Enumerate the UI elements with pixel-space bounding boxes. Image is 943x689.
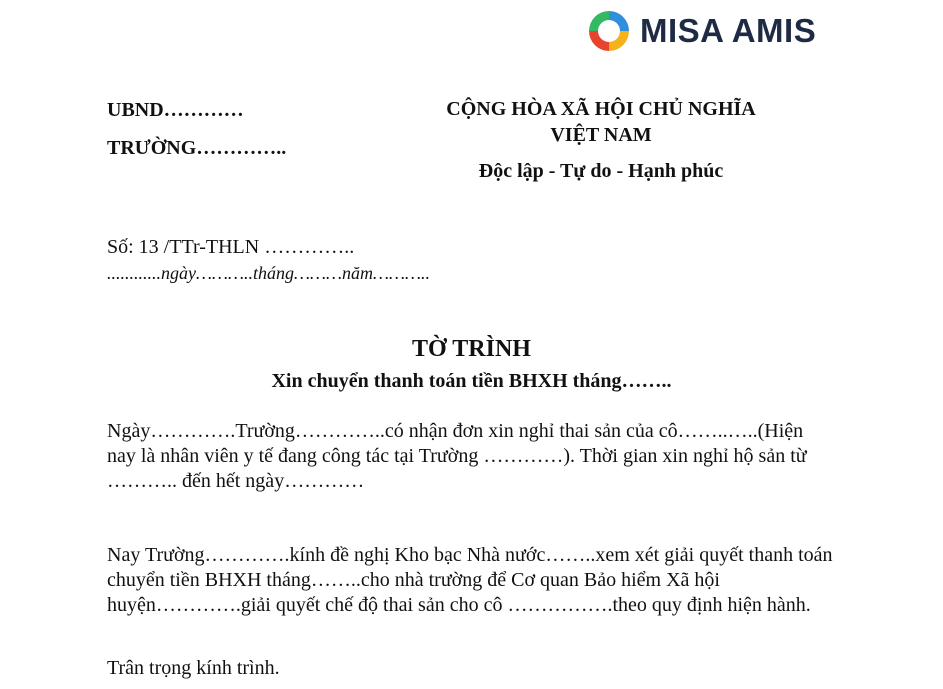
document-date: ............ngày………..tháng………năm……….. bbox=[107, 263, 431, 283]
document-title: TỜ TRÌNH bbox=[412, 336, 531, 362]
misa-logo-icon bbox=[586, 8, 632, 54]
national-motto: Độc lập - Tự do - Hạnh phúc bbox=[478, 160, 724, 182]
paragraph-proposal: Nay Trường………….kính đề nghị Kho bạc Nhà nước……..xem xét giải quyết thanh toán chuyển tiền BHXH tháng……..cho nhà trường để Cơ quan Bảo hiểm Xã hội huyện………….giải quyết chế độ thai sản cho cô …………….theo quy định hiện hành. bbox=[107, 544, 833, 616]
document-subtitle: Xin chuyển thanh toán tiền BHXH tháng…….. bbox=[271, 370, 672, 392]
paragraph-request: Ngày………….Trường…………..có nhận đơn xin nghỉ thai sản của cô……..…..(Hiện nay là nhân viên y tế đang công tác tại Trường …………). Thời gian xin nghỉ hộ sản từ ……….. đến hết ngày………… bbox=[107, 420, 807, 492]
agency-school: TRƯỜNG………….. bbox=[107, 137, 287, 159]
issuing-agency bbox=[107, 97, 286, 161]
misa-amis-logo bbox=[586, 8, 816, 54]
paragraph-closing: Trân trọng kính trình. bbox=[107, 657, 280, 679]
agency-ubnd: UBND………… bbox=[107, 99, 244, 121]
national-title-line1: CỘNG HÒA XÃ HỘI CHỦ NGHĨA bbox=[446, 98, 756, 120]
document-number: Số: 13 /TTr-THLN ………….. bbox=[107, 236, 355, 258]
national-heading bbox=[420, 96, 782, 184]
national-title-line2: VIỆT NAM bbox=[550, 124, 652, 146]
brand-name: MISA AMIS bbox=[640, 12, 817, 49]
